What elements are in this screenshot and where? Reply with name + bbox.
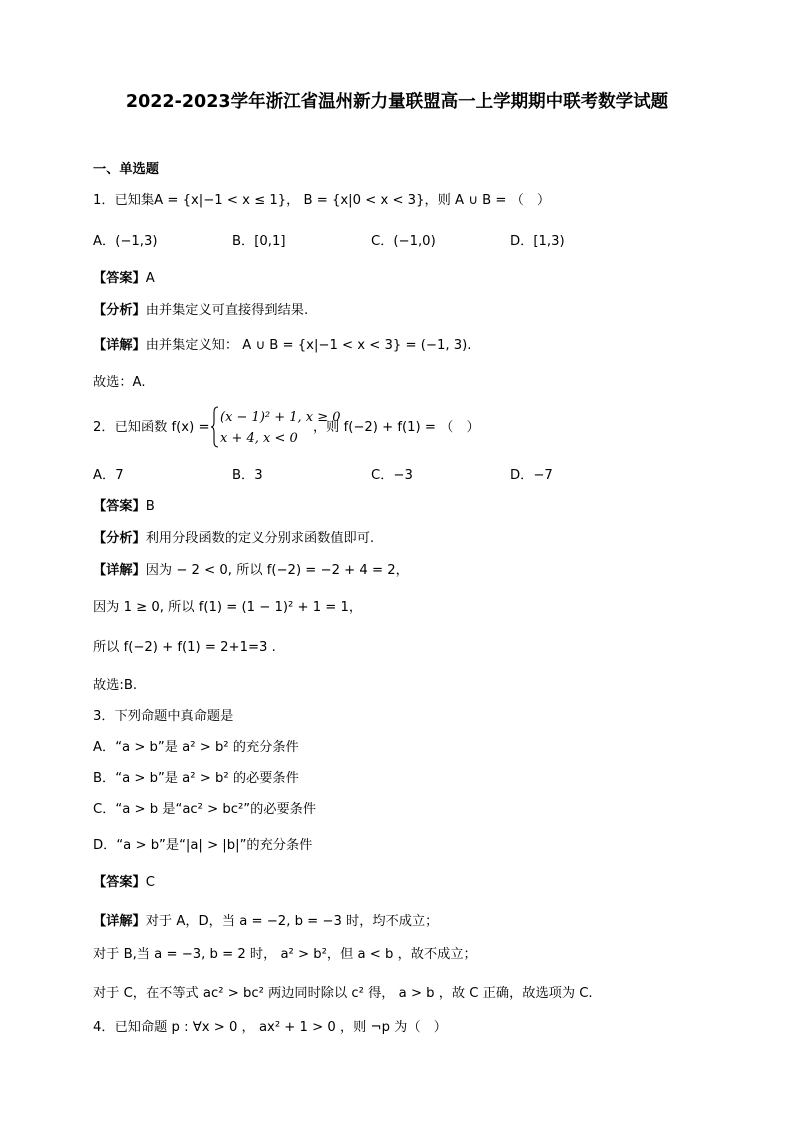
question-3-detail — [93, 913, 438, 931]
piecewise-case-2: x + 4, x < 0 — [220, 431, 298, 446]
detail-text: 由并集定义知： A ∪ B = {x|−1 < x < 3} = (−1, 3). — [145, 338, 472, 353]
question-2-option-c: C．−3 — [371, 468, 413, 483]
question-3-option-c: C．“a > b 是“ac² > bc²”的必要条件 — [93, 802, 317, 817]
detail-tag: 【详解】 — [93, 914, 146, 929]
answer-tag: 【答案】 — [93, 875, 146, 890]
question-1-answer — [93, 270, 155, 288]
analysis-text: 由并集定义可直接得到结果. — [145, 303, 309, 318]
detail-tag: 【详解】 — [93, 338, 146, 353]
detail-tag: 【详解】 — [93, 563, 146, 578]
question-1-option-b: B．[0,1] — [232, 234, 286, 249]
question-2-answer — [93, 498, 155, 516]
question-2-detail — [93, 562, 409, 580]
question-2-option-d: D．−7 — [510, 468, 553, 483]
question-3-option-d: D．“a > b”是“|a| > |b|”的充分条件 — [93, 838, 313, 853]
analysis-tag: 【分析】 — [93, 303, 146, 318]
question-2-detail-line-2: 因为 1 ≥ 0, 所以 f(1) = (1 − 1)² + 1 = 1， — [93, 600, 363, 615]
piecewise-case-1: (x − 1)² + 1, x ≥ 0 — [220, 410, 341, 425]
question-2-analysis — [93, 530, 374, 548]
question-4-stem: 4．已知命题 p : ∀x > 0 ， ax² + 1 > 0 ，则 ¬p 为（ ） — [93, 1020, 447, 1035]
question-3-stem: 3．下列命题中真命题是 — [93, 709, 234, 724]
answer-value: A — [145, 271, 155, 286]
section-heading: 一、单选题 — [93, 162, 159, 177]
answer-tag: 【答案】 — [93, 271, 146, 286]
piecewise-brace — [211, 406, 219, 448]
analysis-tag: 【分析】 — [93, 531, 146, 546]
question-1-stem: 1．已知集A = {x|−1 < x ≤ 1}， B = {x|0 < x < 3}，则 A ∪ B = （ ） — [93, 193, 551, 208]
question-1-option-a: A．(−1,3) — [93, 234, 158, 249]
question-1-option-d: D．[1,3) — [510, 234, 565, 249]
detail-text: 对于 A，D，当 a = −2, b = −3 时，均不成立； — [145, 914, 439, 929]
question-1-detail — [93, 337, 471, 355]
question-2-conclusion: 故选:B. — [93, 678, 138, 693]
question-2-stem-prefix: 2．已知函数 f(x) = — [93, 420, 210, 435]
question-3-detail-line-3: 对于 C，在不等式 ac² > bc² 两边同时除以 c² 得， a > b ，故 C 正确，故选项为 C. — [93, 986, 593, 1001]
analysis-text: 利用分段函数的定义分别求函数值即可. — [145, 531, 375, 546]
question-3-answer — [93, 874, 155, 892]
question-2-detail-line-3: 所以 f(−2) + f(1) = 2+1=3 . — [93, 640, 276, 655]
answer-value: C — [145, 875, 155, 890]
question-3-detail-line-2: 对于 B,当 a = −3, b = 2 时， a² > b²，但 a < b ，故不成立； — [93, 947, 477, 962]
answer-value: B — [145, 499, 155, 514]
question-1-conclusion: 故选：A. — [93, 375, 146, 390]
question-1-analysis — [93, 302, 308, 320]
question-3-option-b: B．“a > b”是 a² > b² 的必要条件 — [93, 771, 299, 786]
question-2-option-a: A．7 — [93, 468, 124, 483]
answer-tag: 【答案】 — [93, 499, 146, 514]
question-2-stem-suffix: ，则 f(−2) + f(1) = （ ） — [313, 420, 480, 435]
question-1-option-c: C．(−1,0) — [371, 234, 436, 249]
question-2-option-b: B．3 — [232, 468, 263, 483]
detail-text: 因为 − 2 < 0, 所以 f(−2) = −2 + 4 = 2， — [145, 563, 409, 578]
question-3-option-a: A．“a > b”是 a² > b² 的充分条件 — [93, 740, 299, 755]
document-title: 2022-2023学年浙江省温州新力量联盟高一上学期期中联考数学试题 — [125, 92, 669, 112]
